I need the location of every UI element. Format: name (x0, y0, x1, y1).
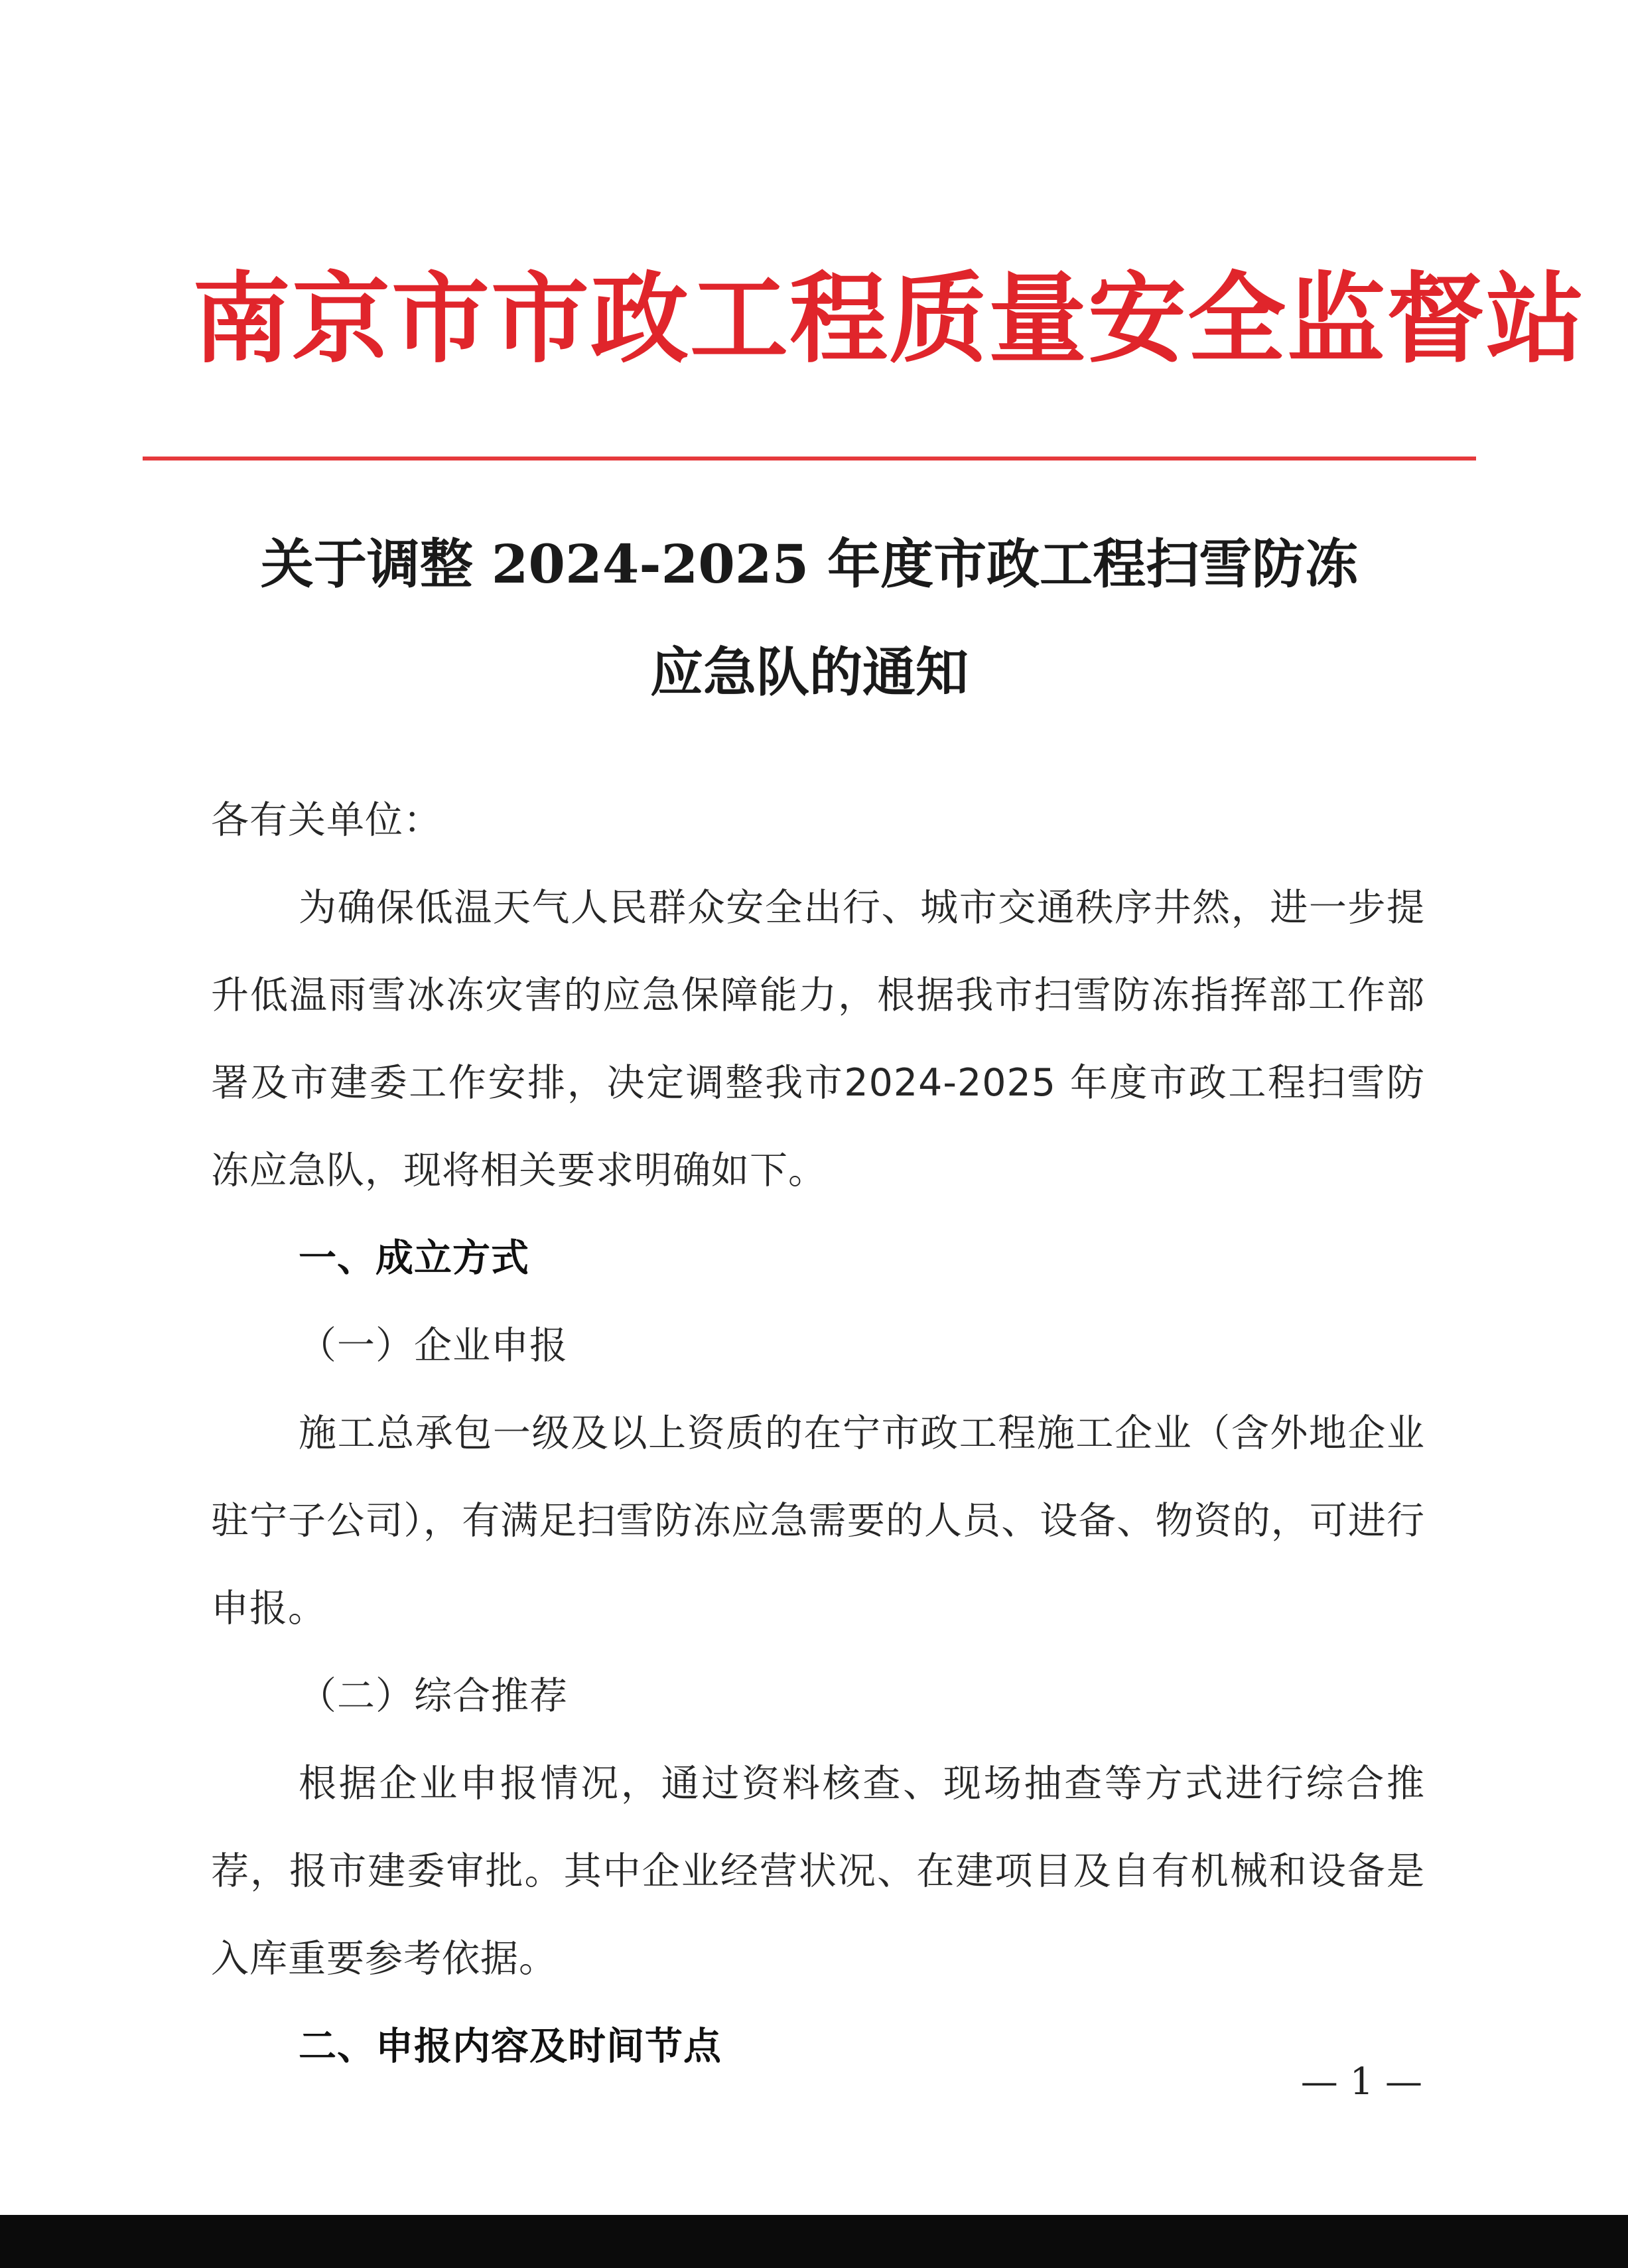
scan-bottom-edge (0, 2215, 1628, 2268)
red-divider-line (143, 457, 1476, 461)
section-2-heading: 二、申报内容及时间节点 (299, 2024, 722, 2068)
intro-paragraph: 为确保低温天气人民群众安全出行、城市交通秩序井然，进一步提升低温雨雪冰冻灾害的应急保障能力，根据我市扫雪防冻指挥部工作部署及市建委工作安排，决定调整我市2024-2025 年度市政工程扫雪防冻应急队，现将相关要求明确如下。 (211, 886, 1425, 1192)
page-number: — 1 — (1300, 2060, 1422, 2103)
document-title-line-2: 应急队的通知 (650, 641, 969, 703)
section-1-heading: 一、成立方式 (299, 1236, 529, 1280)
subsection-2-paragraph: 根据企业申报情况，通过资料核查、现场抽查等方式进行综合推荐，报市建委审批。其中企业经营状况、在建项目及自有机械和设备是入库重要参考依据。 (211, 1762, 1425, 1981)
issuer-masthead: 南京市市政工程质量安全监督站 (192, 261, 1586, 376)
salutation: 各有关单位： (211, 798, 442, 842)
document-title-line-1: 关于调整 2024-2025 年度市政工程扫雪防冻 (260, 533, 1359, 595)
subsection-1-paragraph: 施工总承包一级及以上资质的在宁市政工程施工企业（含外地企业驻宁子公司），有满足扫雪防冻应急需要的人员、设备、物资的，可进行申报。 (211, 1411, 1425, 1630)
subsection-1-heading: （一）企业申报 (299, 1324, 568, 1368)
document-body (211, 776, 1425, 2090)
subsection-2-heading: （二）综合推荐 (299, 1674, 568, 1718)
